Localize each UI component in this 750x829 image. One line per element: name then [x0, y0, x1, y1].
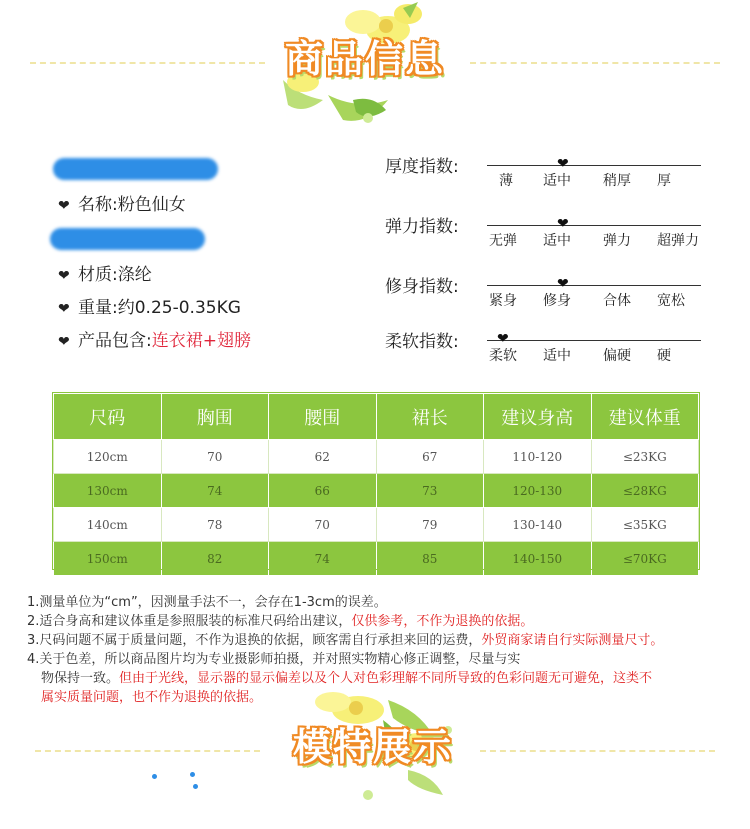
section-title-model-show: 模特展示 — [292, 725, 453, 769]
table-row — [54, 508, 699, 542]
scale-options — [487, 346, 707, 366]
scale-option: 适中 — [543, 173, 571, 189]
redacted-text — [53, 158, 218, 180]
note-3-text: 3.尺码问题不属于质量问题，不作为退换的依据，顾客需自行承担来回的运费， — [27, 633, 482, 648]
scale-line — [487, 225, 701, 226]
header-banner — [0, 0, 750, 110]
cell-waist: 62 — [269, 440, 377, 474]
scale-options — [487, 291, 707, 311]
scale-option: 稍厚 — [603, 173, 631, 189]
scale-option: 无弹 — [489, 233, 517, 249]
name-label: 名称: — [78, 195, 118, 215]
index-block — [385, 275, 705, 315]
header-length: 裙长 — [376, 394, 484, 440]
dot — [152, 774, 157, 779]
scale-option: 薄 — [499, 173, 513, 189]
index-label: 厚度指数: — [385, 157, 459, 177]
size-table — [53, 393, 699, 576]
index-block — [385, 155, 705, 195]
scale-option: 宽松 — [657, 293, 685, 309]
cell-weight: ≤28KG — [591, 474, 699, 508]
note-2-warning: 仅供参考，不作为退换的依据。 — [351, 614, 534, 629]
name-value: 粉色仙女 — [117, 195, 186, 215]
header-weight: 建议体重 — [591, 394, 699, 440]
table-header-row — [54, 394, 699, 440]
scale-options — [487, 171, 707, 191]
scale-line — [487, 165, 701, 166]
weight-label: 重量: — [78, 298, 118, 318]
redacted-text — [50, 228, 205, 250]
cell-length: 79 — [376, 508, 484, 542]
cell-weight: ≤35KG — [591, 508, 699, 542]
index-label: 弹力指数: — [385, 217, 459, 237]
scale-option: 适中 — [543, 233, 571, 249]
header-waist: 腰围 — [269, 394, 377, 440]
product-weight — [58, 297, 241, 320]
table-row — [54, 474, 699, 508]
note-1: 1.测量单位为“cm”，因测量手法不一，会存在1-3cm的误差。 — [27, 595, 387, 610]
cell-weight: ≤70KG — [591, 542, 699, 576]
cell-size: 140cm — [54, 508, 162, 542]
cell-size: 120cm — [54, 440, 162, 474]
header-chest: 胸围 — [161, 394, 269, 440]
cell-length: 73 — [376, 474, 484, 508]
cell-chest: 78 — [161, 508, 269, 542]
index-label: 柔软指数: — [385, 332, 459, 352]
cell-weight: ≤23KG — [591, 440, 699, 474]
heart-icon: ❤ — [58, 268, 70, 284]
note-4-cont — [27, 669, 742, 688]
scale-option: 硬 — [657, 348, 671, 364]
heart-marker-icon: ❤ — [497, 331, 509, 347]
material-label: 材质: — [78, 265, 118, 285]
scale-option: 适中 — [543, 348, 571, 364]
material-value: 涤纶 — [117, 265, 152, 285]
cell-waist: 66 — [269, 474, 377, 508]
banner-divider-right — [480, 750, 715, 752]
index-block — [385, 215, 705, 255]
scale-option: 柔软 — [489, 348, 517, 364]
dot — [193, 784, 198, 789]
scale-line — [487, 340, 701, 341]
cell-waist: 70 — [269, 508, 377, 542]
cell-chest: 70 — [161, 440, 269, 474]
heart-icon: ❤ — [58, 198, 70, 214]
cell-size: 130cm — [54, 474, 162, 508]
cell-length: 85 — [376, 542, 484, 576]
header-size: 尺码 — [54, 394, 162, 440]
heart-marker-icon: ❤ — [557, 156, 569, 172]
scale-option: 合体 — [603, 293, 631, 309]
heart-marker-icon: ❤ — [557, 276, 569, 292]
cell-height: 120-130 — [484, 474, 592, 508]
heart-icon: ❤ — [58, 334, 70, 350]
note-4: 4.关于色差，所以商品图片均为专业摄影师拍摄，并对照实物精心修正调整，尽量与实 — [27, 652, 521, 667]
table-row — [54, 542, 699, 576]
note-4-cont2: 属实质量问题，也不作为退换的依据。 — [41, 690, 263, 705]
scale-option: 弹力 — [603, 233, 631, 249]
banner-divider-left — [30, 62, 265, 64]
cell-waist: 74 — [269, 542, 377, 576]
cell-height: 130-140 — [484, 508, 592, 542]
product-name — [58, 194, 186, 217]
cell-size: 150cm — [54, 542, 162, 576]
cell-length: 67 — [376, 440, 484, 474]
table-row — [54, 440, 699, 474]
note-4-text: 物保持一致。 — [41, 671, 120, 686]
scale-option: 紧身 — [489, 293, 517, 309]
note-2 — [27, 612, 742, 631]
cell-chest: 82 — [161, 542, 269, 576]
includes-value: 连衣裙+翅膀 — [151, 331, 251, 351]
index-label: 修身指数: — [385, 277, 459, 297]
heart-marker-icon: ❤ — [557, 216, 569, 232]
includes-label: 产品包含: — [78, 331, 152, 351]
cell-height: 140-150 — [484, 542, 592, 576]
product-includes — [58, 330, 251, 353]
scale-option: 超弹力 — [657, 233, 699, 249]
scale-line — [487, 285, 701, 286]
scale-options — [487, 231, 707, 251]
scale-option: 偏硬 — [603, 348, 631, 364]
dot — [190, 772, 195, 777]
note-3 — [27, 631, 742, 650]
note-3-warning: 外贸商家请自行实际测量尺寸。 — [481, 633, 664, 648]
cell-chest: 74 — [161, 474, 269, 508]
cell-height: 110-120 — [484, 440, 592, 474]
scale-option: 修身 — [543, 293, 571, 309]
banner-divider-left — [35, 750, 260, 752]
banner-divider-right — [470, 62, 720, 64]
section-title-product-info: 商品信息 — [284, 37, 445, 81]
header-height: 建议身高 — [484, 394, 592, 440]
note-2-text: 2.适合身高和建议体重是参照服装的标准尺码给出建议， — [27, 614, 352, 629]
note-4-warning: 但由于光线，显示器的显示偏差以及个人对色彩理解不同所导致的色彩问题无可避免，这类不 — [119, 671, 653, 686]
scale-option: 厚 — [657, 173, 671, 189]
product-material — [58, 264, 152, 287]
footer-banner — [0, 690, 750, 829]
weight-value: 约0.25-0.35KG — [117, 298, 241, 318]
index-block — [385, 330, 705, 370]
heart-icon: ❤ — [58, 301, 70, 317]
